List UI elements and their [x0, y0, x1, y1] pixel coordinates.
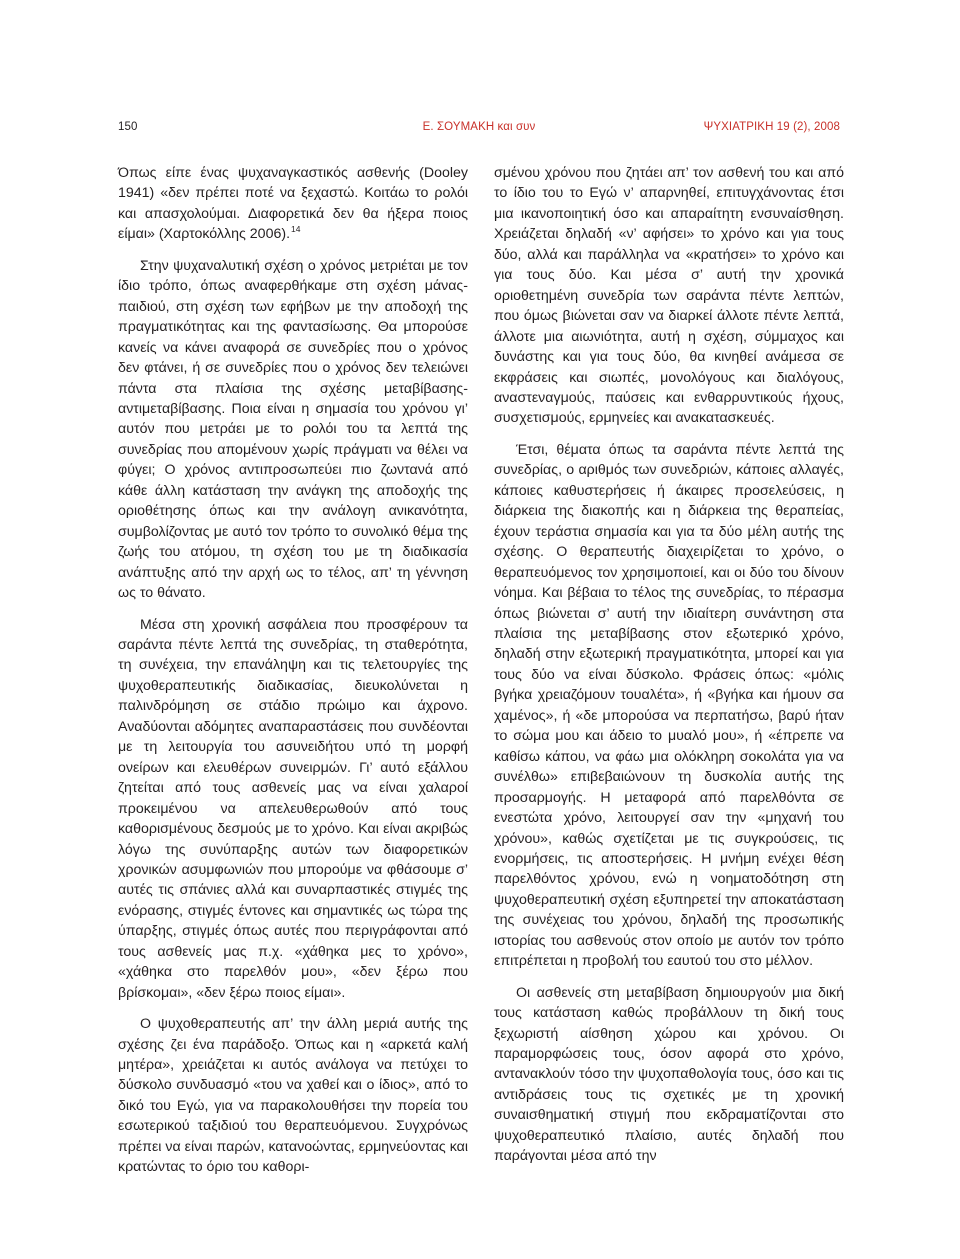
header-authors: Ε. ΣΟΥΜΑΚΗ και συν	[422, 121, 536, 133]
paragraph: Ο ψυχοθεραπευτής απ’ την άλλη μεριά αυτής της σχέσης ζει ένα παράδοξο. Όπως και η «αρκετά καλή μητέρα», χρειάζεται κι αυτός ανάλογα να πετύχει το δύσκολο συνδυασμό «του να χαθεί και ο ίδιος», από το δικό του Εγώ, για να παρακολουθήσει την πορεία του εσωτερικού ταξιδιού του θεραπευόμενου. Συγχρόνως πρέπει να είναι παρών, κατανοώντας, ερμηνεύοντας και κρατώντας το όριο του καθορι-	[118, 1016, 468, 1176]
left-column	[118, 163, 468, 1189]
header-journal: ΨΥΧΙΑΤΡΙΚΗ 19 (2), 2008	[703, 121, 840, 133]
paragraph: Οι ασθενείς στη μεταβίβαση δημιουργούν μια δική τους κατάσταση καθώς προβάλλουν τη δική τους ξεχωριστή αίσθηση χώρου και χρόνου. Οι παραμορφώσεις τους, όσον αφορά στο χρόνο, αντανακλούν τόσο την ψυχοπαθολογία τους, όσο και τις αντιδράσεις τους τις σχετικές με τη χρονική συναισθηματική στιγμή που εκδραματίζονται στο ψυχοθεραπευτικό πλαίσιο, αυτές δηλαδή που παράγονται μέσα από την	[494, 984, 844, 1165]
paragraph: Στην ψυχαναλυτική σχέση ο χρόνος μετριέται με τον ίδιο τρόπο, όπως αναφερθήκαμε στη σχέση μάνας-παιδιού, στη σχέση των εφήβων με την αποδοχή της πραγματικότητας και της φαντασίωσης. Θα μπορούσε κανείς να κάνει αναφορά σε συνεδρίες που ο χρόνος δεν φτάνει, ή σε συνεδρίες που ο χρόνος δεν τελειώνει πάντα στα πλαίσια της σχέσης μεταβίβασης-αντιμεταβίβασης. Ποια είναι η σημασία του χρόνου γι’ αυτόν που μετράει με το ρολόι του τα λεπτά της συνεδρίας που απομένουν χωρίς πράγματι να θέλει να φύγει; Ο χρόνος αντιπροσωπεύει πιο ζωντανά από κάθε άλλη κατάσταση την ανάγκη της αποδοχής της οριοθέτησης όπως και την ανάλογη ανικανότητα, συμβολίζοντας με αυτό τον τρόπο το συνολικό θέμα της ζωής του ατόμου, τη σχέση του με τη διαδικασία ανάπτυξης από την αρχή ως το τέλος, απ’ τη γέννηση ως το θάνατο.	[118, 257, 468, 602]
page-number: 150	[118, 121, 138, 133]
paragraph: σμένου χρόνου που ζητάει απ’ τον ασθενή του και από το ίδιο του το Εγώ ν’ απαρνηθεί, επιτυγχάνοντας έτσι μια ικανοποιητική όσο και απαραίτητη ενσυναίσθηση. Χρειάζεται δηλαδή «ν’ αφήσει» το χρόνο και για τους δύο, αλλά και παράλληλα να «κρατήσει» το χρόνο και για τους δύο. Και μέσα σ’ αυτή την χρονικά οριοθετημένη συνεδρία των σαράντα πέντε λεπτών, που όμως βιώνεται σαν να διαρκεί άλλοτε πέντε λεπτά, άλλοτε μια αιωνιότητα, αυτή η σχέση, σύμμαχος και δυνάστης και για τους δύο, θα κινηθεί ανάμεσα σε εκφράσεις και σιωπές, μονολόγους και διαλόγους, αναστεναγμούς, παύσεις και ενθαρρυντικούς ήχους, συσχετισμούς, ερμηνείες και ανακατασκευές.	[494, 165, 844, 427]
running-header	[118, 121, 840, 139]
paragraph	[118, 163, 468, 245]
paragraph: Έτσι, θέματα όπως τα σαράντα πέντε λεπτά της συνεδρίας, ο αριθμός των συνεδριών, κάποιες αλλαγές, κάποιες καθυστερήσεις ή άκαιρες προσελεύσεις, η διάρκεια της διακοπής και η διάρκεια της θεραπείας, έχουν τεράστια σημασία και για τα δύο μέλη αυτής της σχέσης. Ο θεραπευτής διαχειρίζεται το χρόνο, ο θεραπευόμενος τον χρησιμοποιεί, και οι δύο του δίνουν νόημα. Και βέβαια το τέλος της συνεδρίας, το πέρασμα όπως βιώνεται σ’ αυτή την ιδιαίτερη συνάντηση στα πλαίσια της μεταβίβασης στον εξωτερικό χρόνο, δηλαδή στην εξωτερική πραγματικότητα, μπορεί και για τους δύο να είναι δύσκολο. Φράσεις όπως: «μόλις βγήκα χρειαζόμουν τουαλέτα», ή «βγήκα και ήμουν σα χαμένος», ή «δε μπορούσα να περπατήσω, βαρύ ήταν το σώμα μου και άδειο το μυαλό μου», ή «έπρεπε να καθίσω κάπου, να φάω μια ολόκληρη σοκολάτα για να συνέλθω» επιβεβαιώνουν τη δυσκολία αυτής της προσαρμογής. Η μεταφορά από παρελθόντα σε ενεστώτα χρόνο, λειτουργεί σαν την «μηχανή του χρόνου», καθώς σχετίζεται με τις συγκρούσεις, τις ενορμήσεις, τις αποστερήσεις. Η μνήμη ενέχει θέση παρελθόντος χρόνου, ενώ η νοηματοδότηση στη ψυχοθεραπευτική σχέση εξυπηρετεί την αποκατάσταση της συνέχειας του χρόνου, δηλαδή της προσωπικής ιστορίας του ασθενούς στον οποίο με αυτόν τον τρόπο επιτρέπεται η προβολή του εαυτού του στο μέλλον.	[494, 441, 844, 970]
right-column	[494, 163, 844, 1178]
paragraph: Μέσα στη χρονική ασφάλεια που προσφέρουν τα σαράντα πέντε λεπτά της συνεδρίας, τη σταθερότητα, τη συνέχεια, την επανάληψη και τις τελετουργίες της ψυχοθεραπευτικής διαδικασίας, διευκολύνεται η παλινδρόμηση σε στάδιο πρώιμο και άχρονο. Αναδύονται αδόμητες αναπαραστάσεις που συνδέονται με τη λειτουργία του ασυνειδήτου υπό τη μορφή ονείρων και ελευθέρων συνειρμών. Γι’ αυτό εξάλλου ζητείται από τους ασθενείς μας να είναι χαλαροί προκειμένου να απελευθερωθούν από τους καθορισμένους δεσμούς με το χρόνο. Και είναι ακριβώς λόγω της συνύπαρξης αυτών των διαφορετικών χρονικών ασυμφωνιών που μπορούμε να φθάσουμε σ’ αυτές τις σπάνιες αλλά και συναρπαστικές στιγμές της ενόρασης, στιγμές έντονες και σημαντικές ως τώρα της ύπαρξης, στιγμές όπως αυτές που περιγράφονται από τους ασθενείς μας π.χ. «χάθηκα μες το χρόνο», «χάθηκα στο παρελθόν μου», «δεν ξέρω που βρίσκομαι», «δεν ξέρω ποιος είμαι».	[118, 616, 468, 1001]
paragraph-text: Όπως είπε ένας ψυχαναγκαστικός ασθενής (Dooley 1941) «δεν πρέπει ποτέ να ξεχαστώ. Κοιτάω το ρολόι και απασχολούμαι. Διαφορετικά δεν θα ήξερα ποιος είμαι» (Χαρτοκόλλης 2006).	[118, 165, 468, 243]
reference-number: 14	[291, 224, 301, 235]
